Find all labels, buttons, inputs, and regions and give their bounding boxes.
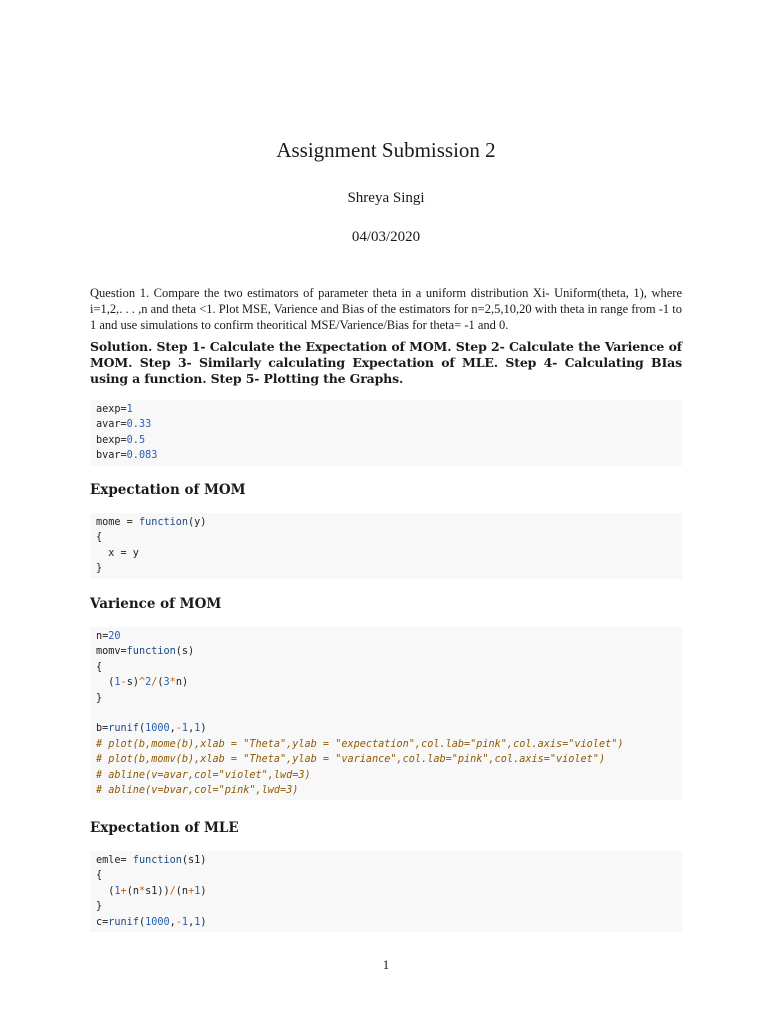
- code-token: *: [138, 885, 146, 897]
- code-token: # abline(v=bvar,col="pink",lwd=3): [96, 784, 299, 796]
- code-token: # plot(b,mome(b),xlab = "Theta",ylab = "expectation",col.lab="pink",col.axis="violet"): [96, 738, 624, 750]
- code-line: [96, 915, 676, 930]
- code-token: ^: [138, 677, 146, 689]
- code-line: [96, 752, 676, 767]
- code-token: (: [96, 885, 115, 897]
- code-line: [96, 899, 676, 914]
- code-token: runif: [108, 916, 139, 928]
- code-token: 1: [181, 916, 189, 928]
- code-token: *: [169, 677, 176, 689]
- code-line: [96, 448, 676, 463]
- code-line: [96, 660, 676, 675]
- document-date: 04/03/2020: [351, 229, 421, 245]
- heading-expectation-mle: Expectation of MLE: [90, 820, 239, 836]
- code-token: bexp=: [96, 434, 127, 446]
- code-token: b=: [96, 723, 109, 735]
- code-token: {: [96, 532, 103, 544]
- page-number: 1: [382, 957, 390, 972]
- code-line: [96, 515, 676, 530]
- code-token: {: [96, 661, 103, 673]
- code-token: momv=: [96, 646, 127, 658]
- code-token: 1: [114, 885, 121, 897]
- code-token: /: [151, 677, 158, 689]
- code-token: 0.5: [126, 434, 146, 446]
- code-line: [96, 433, 676, 448]
- code-block-mome: [90, 513, 682, 579]
- code-token: -: [120, 677, 127, 689]
- code-block-constants: [90, 400, 682, 466]
- code-token: 1: [194, 723, 201, 735]
- code-token: 1: [126, 404, 133, 415]
- code-token: (s1): [181, 855, 207, 866]
- code-token: +: [120, 885, 127, 897]
- code-token: ): [200, 916, 207, 928]
- code-line: [96, 853, 676, 868]
- code-token: (s): [175, 646, 195, 658]
- code-token: x = y: [96, 547, 139, 559]
- code-token: ,: [188, 723, 195, 735]
- code-token: c=: [96, 916, 109, 928]
- code-token: bvar=: [96, 450, 127, 462]
- code-token: -: [175, 916, 182, 928]
- code-token: s1)): [145, 885, 170, 897]
- code-token: +: [188, 885, 195, 897]
- solution-paragraph: Solution. Step 1- Calculate the Expectation of MOM. Step 2- Calculate the Varience of MOM. Step 3- Similarly calculating Expectation of MLE. Step 4- Calculating BIas using a function. Step 5- Plotting the Graphs.: [90, 339, 682, 386]
- code-token: ,: [169, 916, 176, 928]
- code-token: # plot(b,momv(b),xlab = "Theta",ylab = "variance",col.lab="pink",col.axis="violet"): [96, 754, 606, 766]
- code-line: [96, 675, 676, 690]
- heading-expectation-mom: Expectation of MOM: [90, 482, 246, 498]
- code-token: 1: [181, 723, 189, 735]
- code-line: [96, 768, 676, 783]
- code-token: function: [138, 517, 189, 528]
- code-token: 3: [163, 677, 170, 689]
- code-token: aexp=: [96, 404, 127, 415]
- code-token: -: [175, 723, 182, 735]
- code-token: ): [200, 723, 207, 735]
- code-line: [96, 644, 676, 659]
- code-token: 1: [194, 885, 201, 897]
- code-token: function: [132, 855, 182, 866]
- code-token: ,: [188, 916, 195, 928]
- code-token: 1: [194, 916, 201, 928]
- code-token: runif: [108, 723, 139, 735]
- code-token: function: [126, 646, 176, 658]
- code-line: [96, 737, 676, 752]
- heading-varience-mom: Varience of MOM: [90, 596, 222, 612]
- code-line: [96, 691, 676, 706]
- code-line: [96, 561, 676, 576]
- code-token: n=: [96, 631, 109, 642]
- code-token: ,: [169, 723, 176, 735]
- code-token: 20: [108, 631, 121, 642]
- code-token: (n: [175, 885, 189, 897]
- code-token: s): [126, 677, 139, 689]
- code-token: n): [175, 677, 189, 689]
- code-line: [96, 721, 676, 736]
- code-token: (: [138, 723, 146, 735]
- code-block-emle: [90, 851, 682, 932]
- document-title: Assignment Submission 2: [276, 138, 496, 162]
- code-token: 0.083: [126, 450, 158, 462]
- code-token: }: [96, 692, 103, 704]
- code-line: [96, 402, 676, 417]
- code-token: (y): [188, 517, 207, 528]
- code-token: (: [96, 677, 115, 689]
- document-author: Shreya Singi: [347, 190, 425, 206]
- code-token: avar=: [96, 419, 127, 431]
- code-line: [96, 868, 676, 883]
- code-token: 2: [145, 677, 152, 689]
- code-token: # abline(v=avar,col="violet",lwd=3): [96, 769, 311, 781]
- code-token: }: [96, 901, 103, 913]
- code-line: [96, 530, 676, 545]
- code-line: [96, 629, 676, 644]
- code-token: emle=: [96, 855, 133, 866]
- code-token: (n: [126, 885, 139, 897]
- code-token: }: [96, 563, 103, 575]
- code-line: [96, 884, 676, 899]
- code-token: 1000: [145, 916, 170, 928]
- code-token: 0.33: [126, 419, 152, 431]
- code-line: [96, 783, 676, 798]
- code-token: 1: [114, 677, 121, 689]
- code-token: mome =: [96, 517, 139, 528]
- code-line: [96, 546, 676, 561]
- code-token: ): [200, 885, 207, 897]
- code-token: 1000: [145, 723, 170, 735]
- code-line: [96, 417, 676, 432]
- code-line: [96, 706, 676, 721]
- question-paragraph: Question 1. Compare the two estimators of parameter theta in a uniform distribution Xi- Uniform(theta, 1), where i=1,2,. . . ,n and theta <1. Plot MSE, Varience and Bias of the estimators for n=2,5,10,20 with theta in range from -1 to 1 and use simulations to confirm theoritical MSE/Varience/Bias for theta= -1 and 0.: [90, 286, 682, 332]
- code-token: (: [157, 677, 164, 689]
- code-token: (: [138, 916, 146, 928]
- code-token: /: [169, 885, 176, 897]
- code-block-momv: [90, 627, 682, 800]
- code-token: {: [96, 870, 103, 882]
